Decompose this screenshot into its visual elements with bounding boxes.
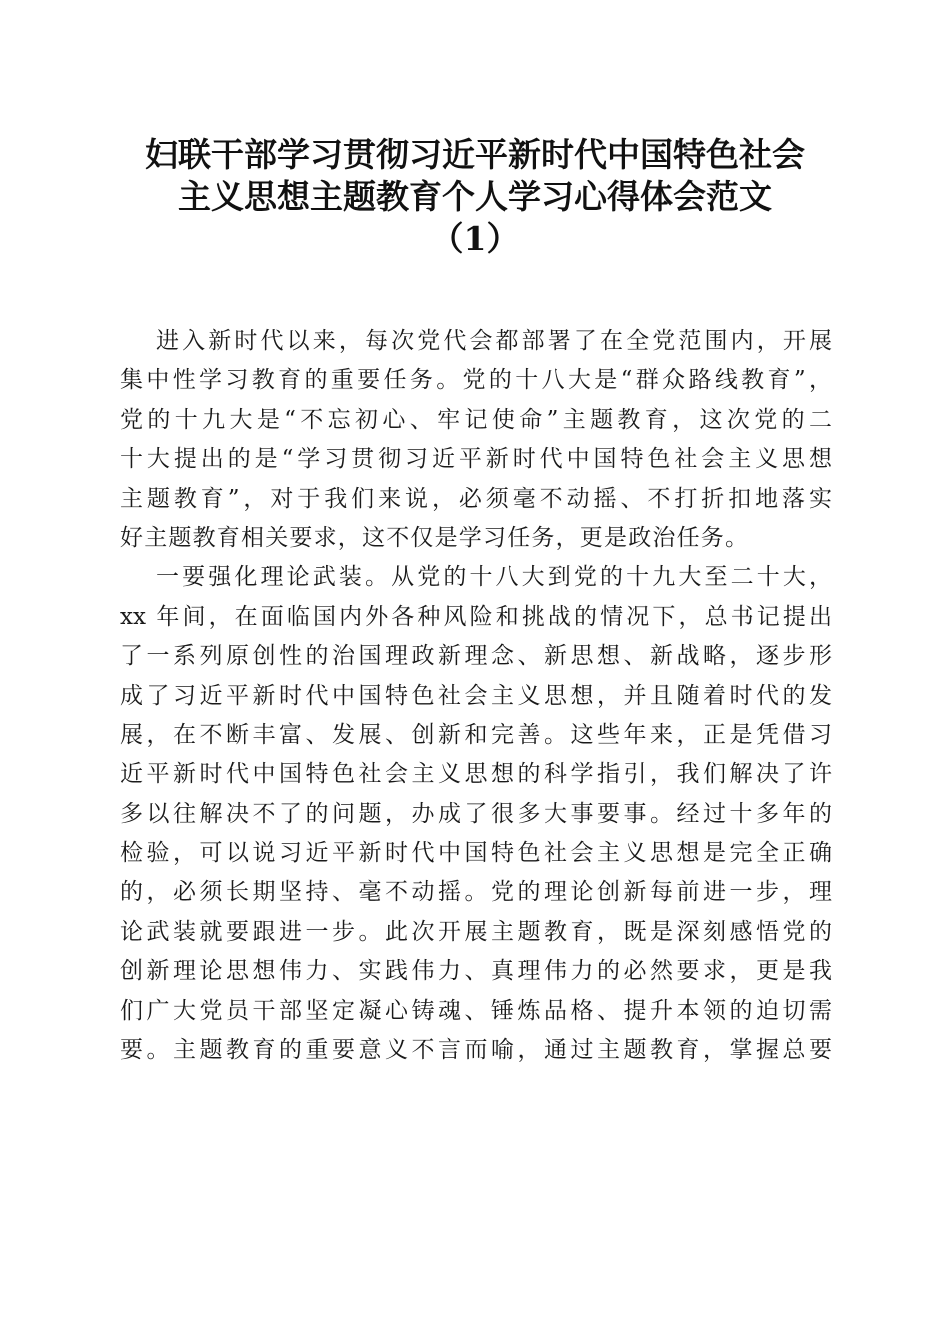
text-line: 成了习近平新时代中国特色社会主义思想，并且随着时代的发 [120, 682, 832, 709]
title-line: （1） [430, 219, 520, 258]
text-line: 近平新时代中国特色社会主义思想的科学指引，我们解决了许 [120, 761, 832, 788]
title-line: 妇联干部学习贯彻习近平新时代中国特色社会 [145, 135, 805, 174]
document-body [120, 322, 832, 1070]
text-line: 党的十九大是“不忘初心、牢记使命”主题教育，这次党的二 [120, 406, 832, 433]
text-line: xx 年间，在面临国内外各种风险和挑战的情况下，总书记提出 [120, 603, 832, 630]
text-line: 进入新时代以来，每次党代会都部署了在全党范围内，开展 [156, 328, 832, 354]
text-line: 要。主题教育的重要意义不言而喻，通过主题教育，掌握总要 [120, 1037, 832, 1064]
text-line: 们广大党员干部坚定凝心铸魂、锤炼品格、提升本领的迫切需 [120, 997, 832, 1024]
text-line: 好主题教育相关要求，这不仅是学习任务，更是政治任务。 [120, 524, 750, 551]
title-line: 主义思想主题教育个人学习心得体会范文 [178, 177, 772, 216]
document-title [110, 134, 840, 260]
text-line: 了一系列原创性的治国理政新理念、新思想、新战略，逐步形 [120, 643, 832, 670]
text-line: 一要强化理论武装。从党的十八大到党的十九大至二十大， [156, 564, 832, 591]
paragraph-theory [120, 558, 832, 1070]
text-line: 创新理论思想伟力、实践伟力、真理伟力的必然要求，更是我 [120, 958, 832, 985]
text-line: 检验，可以说习近平新时代中国特色社会主义思想是完全正确 [120, 840, 832, 867]
text-line: 主题教育”，对于我们来说，必须毫不动摇、不打折扣地落实 [120, 485, 832, 512]
text-line: 论武装就要跟进一步。此次开展主题教育，既是深刻感悟党的 [120, 918, 832, 945]
text-line: 多以往解决不了的问题，办成了很多大事要事。经过十多年的 [120, 800, 832, 827]
text-line: 集中性学习教育的重要任务。党的十八大是“群众路线教育”， [120, 367, 832, 394]
text-line: 的，必须长期坚持、毫不动摇。党的理论创新每前进一步，理 [120, 879, 832, 906]
text-line: 十大提出的是“学习贯彻习近平新时代中国特色社会主义思想 [120, 446, 832, 473]
text-line: 展，在不断丰富、发展、创新和完善。这些年来，正是凭借习 [120, 721, 832, 748]
paragraph-intro [120, 322, 832, 558]
